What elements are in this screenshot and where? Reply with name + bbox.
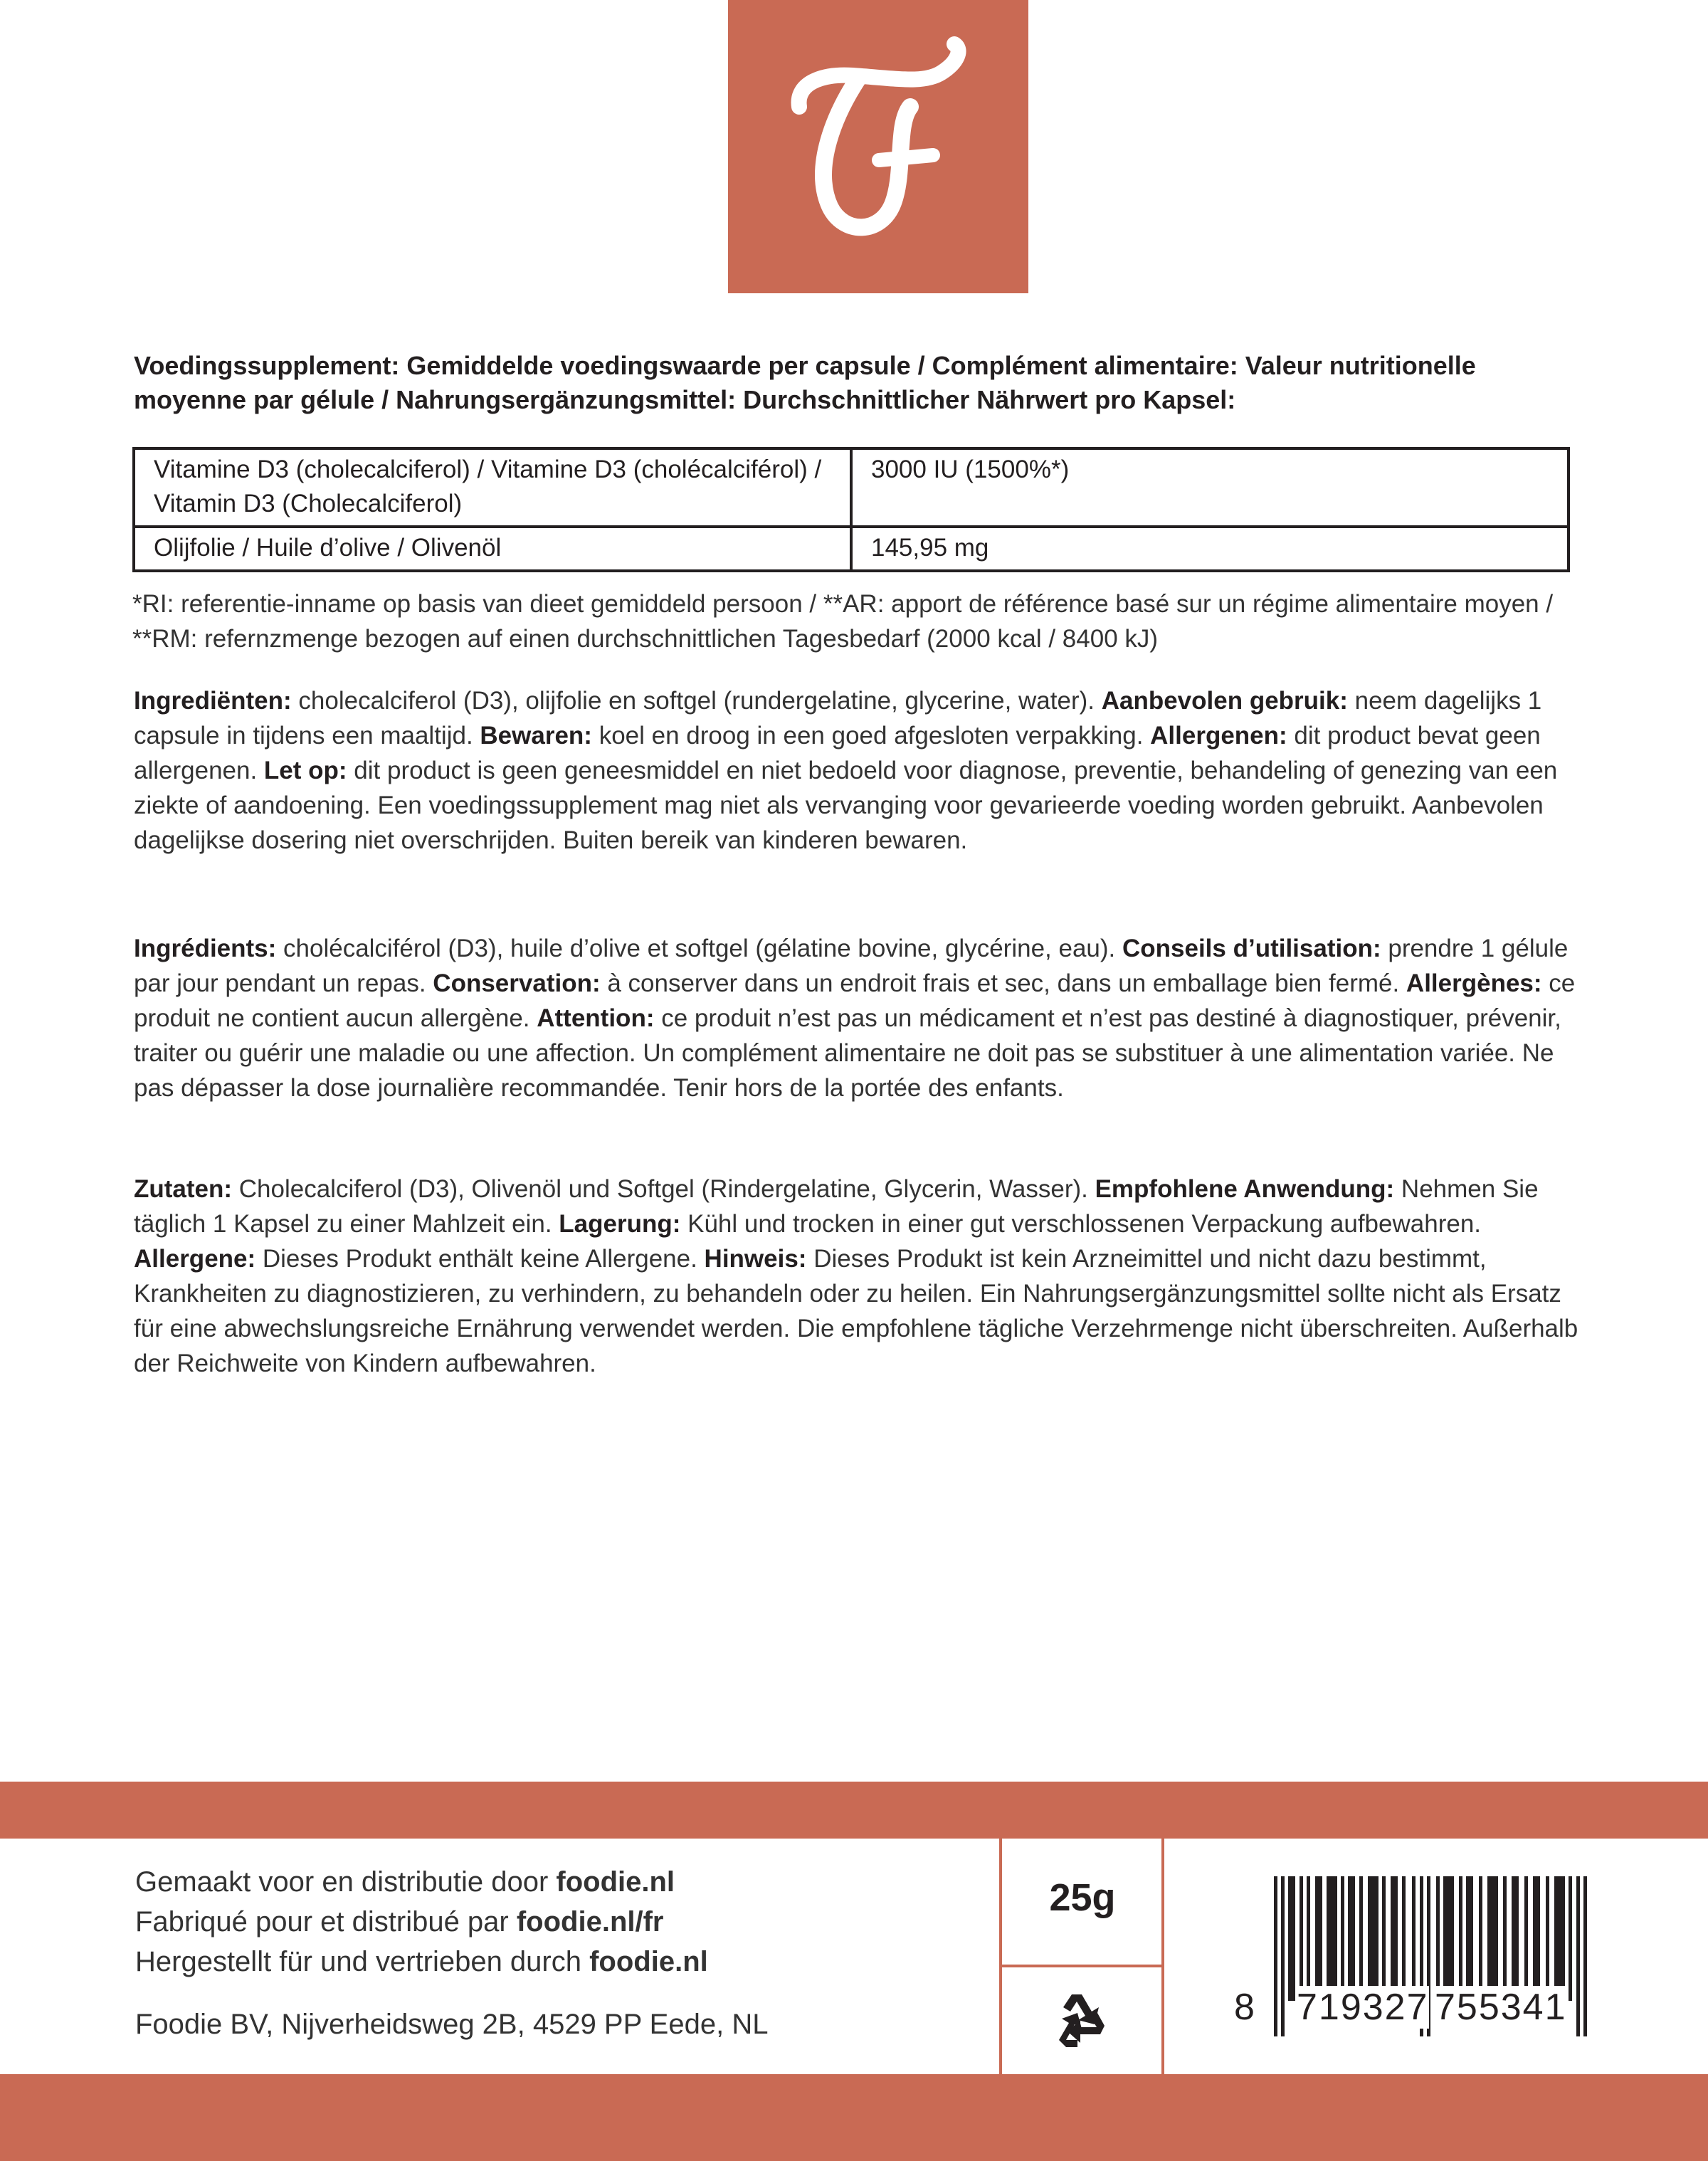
table-row <box>134 527 1569 571</box>
label: Conservation: <box>433 969 601 997</box>
label: Bewaren: <box>480 722 592 750</box>
label: Allergenen: <box>1150 722 1287 750</box>
nutrient-value: 3000 IU (1500%*) <box>851 448 1569 527</box>
maker-text: Hergestellt für und vertrieben durch <box>135 1946 590 1977</box>
company-address: Foodie BV, Nijverheidsweg 2B, 4529 PP Eede, NL <box>135 2009 769 2040</box>
label: Ingrédients: <box>134 935 277 962</box>
label: Aanbevolen gebruik: <box>1101 687 1348 715</box>
text: cholécalciférol (D3), huile d’olive et softgel (gélatine bovine, glycérine, eau). <box>276 935 1122 962</box>
label: Let op: <box>263 757 347 784</box>
label: Empfohlene Anwendung: <box>1095 1175 1395 1203</box>
text: Dieses Produkt ist kein Arzneimittel und nicht dazu bestimmt, Krankheiten zu diagnostizieren, zu verhindern, zu behandeln oder zu heilen. Ein Nahrungsergänzungsmittel sollte nicht als Ersatz für eine abwechslungsreiche Ernährung verwendet werden. Die empfohlene tägliche Verzehrmenge nicht überschreiten. Außerhalb der Reichweite von Kindern aufbewahren. <box>134 1245 1578 1377</box>
nutrient-name: Vitamine D3 (cholecalciferol) / Vitamine D3 (cholécalciférol) / Vitamin D3 (Cholecalciferol) <box>134 448 851 527</box>
reference-intake-footnote: *RI: referentie-inname op basis van dieet gemiddeld persoon / **AR: apport de référence basé sur un régime alimentaire moyen / **RM: refernzmenge bezogen auf einen durchschnittlichen Tagesbedarf (2000 kcal / 8400 kJ) <box>132 590 1554 653</box>
label: Conseils d’utilisation: <box>1122 935 1381 962</box>
text: Kühl und trocken in einer gut verschlossenen Verpackung aufbewahren. <box>680 1210 1482 1238</box>
divider <box>1001 1965 1163 1967</box>
table-row <box>134 448 1569 527</box>
maker-link: foodie.nl <box>556 1866 675 1898</box>
text: koel en droog in een goed afgesloten verpakking. <box>591 722 1151 750</box>
barcode-number-right: 755341 <box>1435 1987 1567 2028</box>
label: Allergene: <box>134 1245 256 1273</box>
nutrient-value: 145,95 mg <box>851 527 1569 571</box>
maker-link: foodie.nl/fr <box>516 1906 664 1937</box>
net-weight: 25g <box>1049 1876 1116 1919</box>
barcode-number-left: 719327 <box>1297 1987 1429 2028</box>
german-information <box>134 1172 1578 1381</box>
nutrient-name: Olijfolie / Huile d’olive / Olivenöl <box>134 527 851 571</box>
text: neem dagelijks 1 capsule in tijdens een maaltijd. <box>134 687 1542 750</box>
dutch-information <box>134 683 1578 858</box>
maker-link: foodie.nl <box>589 1946 708 1977</box>
maker-line <box>135 1942 975 1982</box>
text: Nehmen Sie täglich 1 Kapsel zu einer Mahlzeit ein. <box>134 1175 1539 1238</box>
text: Cholecalciferol (D3), Olivenöl und Softgel (Rindergelatine, Glycerin, Wasser). <box>232 1175 1095 1203</box>
text: cholecalciferol (D3), olijfolie en softgel (rundergelatine, glycerine, water). <box>291 687 1102 715</box>
text: dit product is geen geneesmiddel en niet bedoeld voor diagnose, preventie, behandeling of genezing van een ziekte of aandoening. Een voedingssupplement mag niet als vervanging voor gevarieerde voeding worden gebruikt. Aanbevolen dagelijkse dosering niet overschrijden. Buiten bereik van kinderen bewaren. <box>134 757 1558 854</box>
text: ce produit n’est pas un médicament et n’est pas destiné à diagnostiquer, prévenir, traiter ou guérir une maladie ou une affection. Un complément alimentaire ne doit pas se substituer à une alimentation variée. Ne pas dépasser la dose journalière recommandée. Tenir hors de la portée des enfants. <box>134 1004 1561 1102</box>
divider <box>1161 1839 1164 2074</box>
label: Ingrediënten: <box>134 687 292 715</box>
french-information <box>134 931 1578 1105</box>
text: à conserver dans un endroit frais et sec, dans un emballage bien fermé. <box>600 969 1406 997</box>
maker-text: Fabriqué pour et distribué par <box>135 1906 517 1937</box>
label: Hinweis: <box>704 1245 807 1273</box>
text: ce produit ne contient aucun allergène. <box>134 969 1576 1032</box>
nutrition-table <box>132 447 1570 572</box>
recycle-icon <box>1045 1984 1116 2056</box>
label: Allergènes: <box>1406 969 1542 997</box>
label: Lagerung: <box>559 1210 681 1238</box>
maker-text: Gemaakt voor en distributie door <box>135 1866 557 1898</box>
footer-band-bottom <box>0 2074 1708 2161</box>
foodie-f-logo-icon <box>728 0 1028 293</box>
label: Attention: <box>537 1004 655 1032</box>
brand-logo <box>728 0 1028 293</box>
nutrition-heading: Voedingssupplement: Gemiddelde voedingswaarde per capsule / Complément alimentaire: Valeur nutritionelle moyenne par gélule / Nahrungsergänzungsmittel: Durchschnittlicher Nährwert pro Kapsel: <box>134 351 1476 414</box>
maker-line <box>135 1902 975 1942</box>
footer-band-top <box>0 1782 1708 1839</box>
label: Zutaten: <box>134 1175 233 1203</box>
barcode-number-first: 8 <box>1234 1987 1256 2028</box>
text: Dieses Produkt enthält keine Allergene. <box>255 1245 705 1273</box>
maker-line <box>135 1862 975 1902</box>
manufacturer-info <box>135 1862 975 1982</box>
text: prendre 1 gélule par jour pendant un repas. <box>134 935 1569 997</box>
divider <box>999 1839 1002 2074</box>
text: dit product bevat geen allergenen. <box>134 722 1541 784</box>
